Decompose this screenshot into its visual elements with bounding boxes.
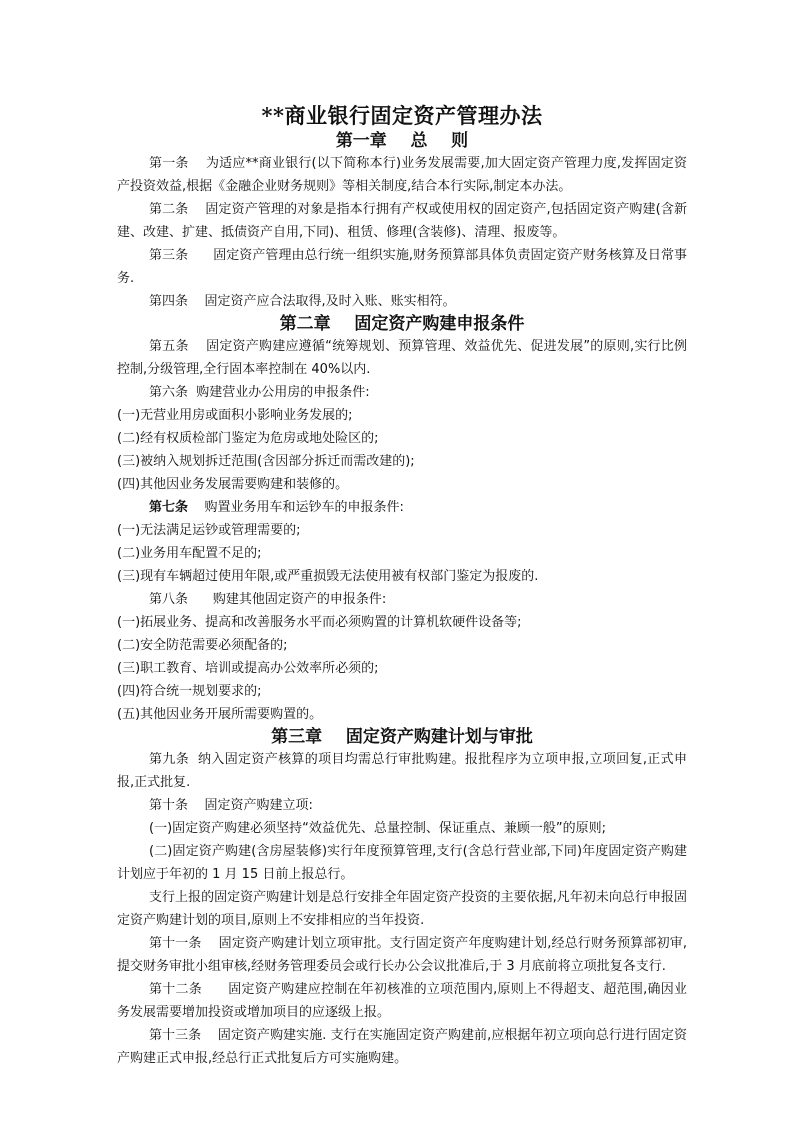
list-item: (一)无营业用房或面积小影响业务发展的; <box>117 408 353 423</box>
article-number: 第二条 <box>149 202 189 217</box>
list-item: (三)被纳入规划拆迁范围(含因部分拆迁而需改建的); <box>117 454 415 469</box>
article-12 <box>117 978 687 1024</box>
article-number: 第十二条 <box>149 982 202 997</box>
list-item: (二)经有权质检部门鉴定为危房或地处险区的; <box>117 431 379 446</box>
article-text: 固定资产管理的对象是指本行拥有产权或使用权的固定资产,包括固定资产购建(含新建、改建、扩建、抵债资产自用,下同)、租赁、修理(含装修)、清理、报废等。 <box>117 202 687 240</box>
article-text: 固定资产购建应控制在年初核准的立项范围内,原则上不得超支、超范围,确因业务发展需要增加投资或增加项目的应逐级上报。 <box>117 982 688 1020</box>
article-number: 第八条 <box>149 592 189 607</box>
list-item: (一)拓展业务、提高和改善服务水平而必须购置的计算机软硬件设备等; <box>117 615 522 630</box>
article-number: 第十三条 <box>149 1028 202 1043</box>
article-number: 第九条 <box>149 752 190 767</box>
article-2 <box>117 198 687 244</box>
list-item: (四)其他因业务发展需要购建和装修的。 <box>117 477 349 492</box>
article-number: 第一条 <box>149 156 189 171</box>
chapter-3-heading: 第三章 固定资产购建计划与审批 <box>271 727 533 747</box>
article-number: 第三条 <box>149 248 189 263</box>
document-title: **商业银行固定资产管理办法 <box>261 103 543 128</box>
list-item: (二)安全防范需要必须配备的; <box>117 638 288 653</box>
article-number: 第十一条 <box>149 936 202 951</box>
article-text: 购置业务用车和运钞车的申报条件: <box>204 500 404 515</box>
article-8 <box>117 588 687 611</box>
article-text: 购建其他固定资产的申报条件: <box>212 592 387 607</box>
article-text: 固定资产购建应遵循“统筹规划、预算管理、效益优先、促进发展”的原则,实行比例控制,分级管理,全行固本率控制在 40%以内. <box>117 339 687 377</box>
list-item: (一)无法满足运钞或管理需要的; <box>117 523 301 538</box>
article-7 <box>117 496 687 519</box>
article-number: 第四条 <box>149 294 189 309</box>
list-item: (一)固定资产购建必须坚持“效益优先、总量控制、保证重点、兼顾一般”的原则; <box>149 821 606 836</box>
chapter-2-heading: 第二章 固定资产购建申报条件 <box>279 314 525 334</box>
article-number: 第十条 <box>149 798 189 813</box>
document-page <box>117 102 687 1070</box>
article-10 <box>117 794 687 817</box>
paragraph: 支行上报的固定资产购建计划是总行安排全年固定资产投资的主要依据,凡年初未向总行申报固定资产购建计划的项目,原则上不安排相应的当年投资. <box>117 890 687 928</box>
article-text: 固定资产应合法取得,及时入账、账实相符。 <box>204 294 456 309</box>
article-6 <box>117 381 687 404</box>
article-number: 第七条 <box>149 500 189 515</box>
list-item: (四)符合统一规划要求的; <box>117 684 262 699</box>
article-text: 纳入固定资产核算的项目均需总行审批购建。报批程序为立项申报,立项回复,正式申报,正式批复. <box>117 752 687 790</box>
list-item: (二)固定资产购建(含房屋装修)实行年度预算管理,支行(含总行营业部,下同)年度固定资产购建计划应于年初的 1 月 15 日前上报总行。 <box>117 844 687 882</box>
article-text: 固定资产购建实施. 支行在实施固定资产购建前,应根据年初立项向总行进行固定资产购建正式申报,经总行正式批复后方可实施购建。 <box>117 1028 687 1066</box>
article-text: 固定资产购建计划立项审批。支行固定资产年度购建计划,经总行财务预算部初审,提交财务审批小组审核,经财务管理委员会或行长办公会议批准后,于 3 月底前将立项批复各支行. <box>117 936 687 974</box>
article-number: 第六条 <box>149 385 189 400</box>
article-text: 为适应**商业银行(以下简称本行)业务发展需要,加大固定资产管理力度,发挥固定资产投资效益,根据《金融企业财务规则》等相关制度,结合本行实际,制定本办法。 <box>117 156 687 194</box>
article-text: 固定资产管理由总行统一组织实施,财务预算部具体负责固定资产财务核算及日常事务. <box>117 248 687 286</box>
article-text: 固定资产购建立项: <box>204 798 313 813</box>
list-item: (二)业务用车配置不足的; <box>117 546 262 561</box>
article-text: 购建营业办公用房的申报条件: <box>196 385 370 400</box>
article-3 <box>117 244 687 290</box>
list-item: (三)职工教育、培训或提高办公效率所必须的; <box>117 661 379 676</box>
chapter-1-heading: 第一章 总 则 <box>335 131 469 151</box>
article-9 <box>117 748 687 794</box>
list-item: (五)其他因业务开展所需要购置的。 <box>117 707 323 722</box>
article-4 <box>117 290 687 313</box>
article-13 <box>117 1024 687 1070</box>
list-item: (三)现有车辆超过使用年限,或严重损毁无法使用被有权部门鉴定为报废的. <box>117 569 539 584</box>
article-number: 第五条 <box>149 339 189 354</box>
article-1 <box>117 152 687 198</box>
article-11 <box>117 932 687 978</box>
article-5 <box>117 335 687 381</box>
